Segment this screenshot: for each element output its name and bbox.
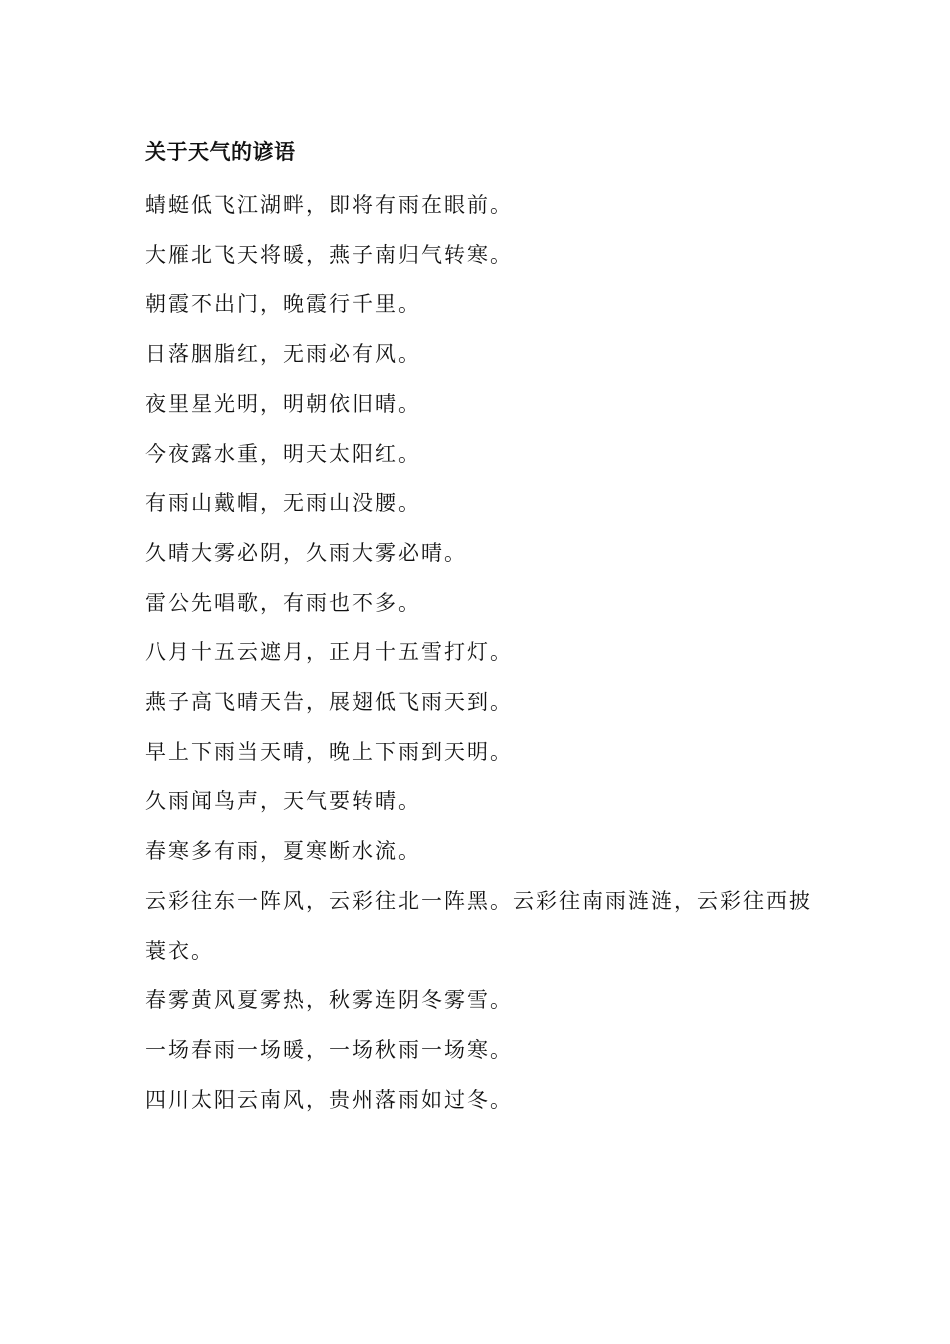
proverb-line: 久雨闻鸟声，天气要转晴。 <box>145 789 421 814</box>
proverb-line: 日落胭脂红，无雨必有风。 <box>145 342 421 367</box>
proverb-line: 一场春雨一场暖，一场秋雨一场寒。 <box>145 1037 513 1062</box>
document-body <box>145 132 815 1125</box>
proverb-line: 四川太阳云南风，贵州落雨如过冬。 <box>145 1087 513 1112</box>
proverb-line: 春寒多有雨，夏寒断水流。 <box>145 839 421 864</box>
proverb-line: 早上下雨当天晴，晚上下雨到天明。 <box>145 739 513 764</box>
proverb-line: 春雾黄风夏雾热，秋雾连阴冬雾雪。 <box>145 988 513 1013</box>
proverb-line: 久晴大雾必阴，久雨大雾必晴。 <box>145 540 467 565</box>
proverb-line: 朝霞不出门，晚霞行千里。 <box>145 292 421 317</box>
proverb-line: 大雁北飞天将暖，燕子南归气转寒。 <box>145 242 513 267</box>
proverb-line: 有雨山戴帽，无雨山没腰。 <box>145 491 421 516</box>
proverb-list <box>145 181 815 1125</box>
proverb-line: 雷公先唱歌，有雨也不多。 <box>145 590 421 615</box>
proverb-line: 今夜露水重，明天太阳红。 <box>145 441 421 466</box>
proverb-line: 云彩往东一阵风，云彩往北一阵黑。云彩往南雨涟涟，云彩往西披蓑衣。 <box>145 888 812 963</box>
proverb-line: 夜里星光明，明朝依旧晴。 <box>145 391 421 416</box>
proverb-line: 八月十五云遮月，正月十五雪打灯。 <box>145 640 513 665</box>
document-title: 关于天气的谚语 <box>145 140 296 164</box>
proverb-line: 蜻蜓低飞江湖畔，即将有雨在眼前。 <box>145 193 513 217</box>
proverb-line: 燕子高飞晴天告，展翅低飞雨天到。 <box>145 690 513 715</box>
